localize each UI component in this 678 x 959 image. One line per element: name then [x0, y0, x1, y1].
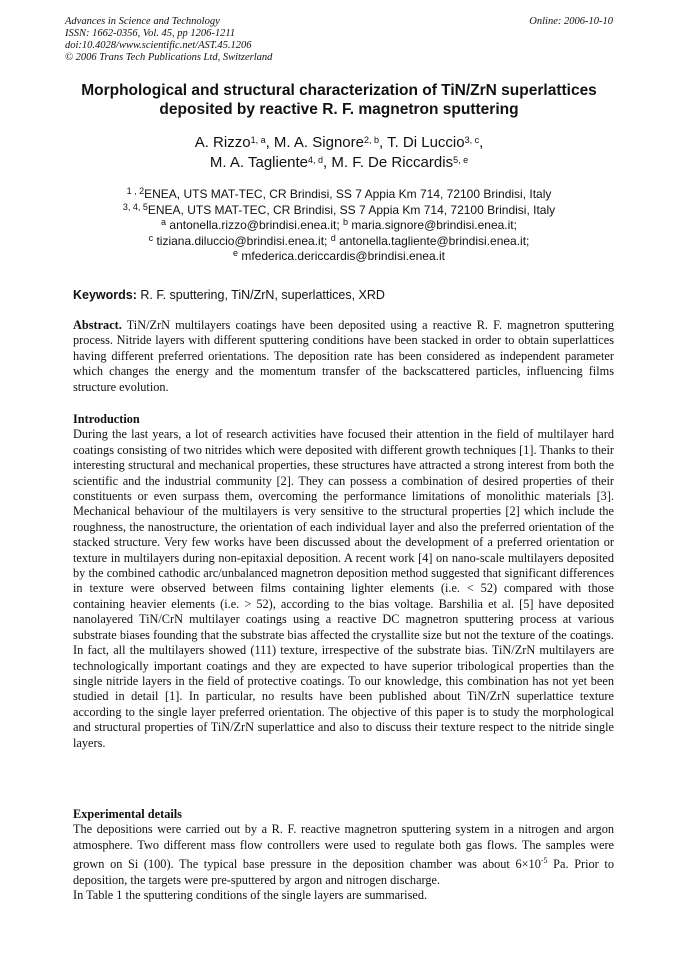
title-line-2: deposited by reactive R. F. magnetron sputtering: [159, 101, 519, 118]
email-address: antonella.rizzo@brindisi.enea.it;: [169, 218, 340, 232]
email-address: maria.signore@brindisi.enea.it;: [351, 218, 517, 232]
author-name: , T. Di Luccio: [379, 134, 465, 151]
email-mark: e: [233, 248, 239, 258]
author-list: [60, 133, 618, 173]
experimental-text: The depositions were carried out by a R. F. reactive magnetron sputtering system in a nitrogen and argon atmosphere. Two different mass flow controllers were used to regulate both gas flows. The samples were grown on Si (100). The typical base pressure in the deposition chamber was about 6×10: [73, 822, 614, 872]
author-affiliation-mark: 2, b: [363, 135, 379, 145]
author-affiliation-mark: 1, a: [250, 135, 266, 145]
experimental-text-cont: Pa. Prior to deposition, the targets were pre-sputtered by argon and nitrogen discharge.: [73, 857, 614, 887]
exponent: -5: [540, 856, 548, 866]
email-address: mfederica.dericcardis@brindisi.enea.it: [241, 249, 445, 263]
author-name: M. A. Tagliente: [209, 154, 309, 171]
title-line-1: Morphological and structural characterization of TiN/ZrN superlattices: [81, 82, 597, 99]
experimental-paragraph: [73, 822, 614, 888]
experimental-paragraph-2: In Table 1 the sputtering conditions of the single layers are summarised.: [73, 888, 428, 903]
author-affiliation-mark: 3, c: [464, 135, 480, 145]
issn-line: ISSN: 1662-0356, Vol. 45, pp 1206-1211: [65, 28, 236, 39]
author-affiliation-mark: 5, e: [453, 155, 469, 165]
email-address: antonella.tagliente@brindisi.enea.it;: [339, 233, 530, 248]
affiliations: [60, 187, 618, 265]
author-line-1: [60, 133, 618, 153]
email-mark: a: [161, 217, 167, 227]
affiliation-mark: 1 , 2: [126, 186, 145, 196]
affiliation-1: [60, 187, 618, 203]
introduction-paragraph: During the last years, a lot of research activities have focused their attention in the field of multilayer hard coatings consisting of two nitrides which were deposited with different growth techniques [1]. Thanks to their interesting structural and mechanical properties, these structures have attracted a strong interest from both the scientific and the industrial community [2]. They can possess a combination of desired properties of their constituents or even surpass them, overcoming the performance limitations of monolithic materials [3]. Mechanical behaviour of the multilayers is very sensitive to the structural properties [2] which include the roughness, the nanostructure, the orientation of each individual layer and also the preferred orientation of the stacked structure. Very few works have been discussed about the development of a preferred orientation or texture in multilayers during non-epitaxial deposition. A recent work [4] on nano-scale multilayers deposited by the combined cathodic arc/unbalanced magnetron deposition method suggested that significant differences in texture were observed between films containing lighter elements (i.e. < 52) compared with those containing heavier elements (i.e. > 52), according to the bias voltage. Barshilia et al. [5] have deposited nanolayered TiN/CrN multilayer coatings using a reactive DC magnetron sputtering process at various substrate biases founding that the substrate bias affected the crystallite size but not the texture of the coatings. In fact, all the multilayers showed (111) texture, irrespective of the substrate bias. TiN/ZrN multilayers are technologically important coatings and they are expected to have superior tribological properties than the single nitride layers in the field of protective coatings. To our knowledge, this combination has not yet been studied in detail [1]. In particular, no results have been published about TiN/ZrN superlattice texture according to the single layer preferred orientation. The objective of this paper is to study the morphological and structural properties of TiN/ZrN superlattice and also to discuss their texture respect to the nitride single layers.: [73, 427, 614, 750]
email-mark: d: [330, 232, 336, 243]
affiliation-text: ENEA, UTS MAT-TEC, CR Brindisi, SS 7 Appia Km 714, 72100 Brindisi, Italy: [147, 202, 556, 217]
author-name: , M. F. De Riccardis: [323, 154, 454, 171]
author-separator: ,: [479, 134, 484, 151]
author-line-2: [60, 153, 618, 173]
email-line-3: [60, 249, 618, 265]
keywords-label: Keywords:: [73, 288, 137, 302]
abstract-text: TiN/ZrN multilayers coatings have been deposited using a reactive R. F. magnetron sputtering process. Nitride layers with different sputtering conditions have been stacked in order to obtain superlattices having different preferred orientations. The deposition rate has been considered as independent parameter which changes the energy and the momentum transfer of the backscattered particles, influencing films structure evolution.: [73, 318, 614, 394]
author-affiliation-mark: 4, d: [308, 155, 324, 165]
affiliation-mark: 3, 4, 5: [122, 201, 148, 212]
affiliation-text: ENEA, UTS MAT-TEC, CR Brindisi, SS 7 Appia Km 714, 72100 Brindisi, Italy: [144, 187, 552, 201]
copyright-line: © 2006 Trans Tech Publications Ltd, Switzerland: [65, 52, 273, 63]
section-heading: Experimental details: [73, 807, 182, 821]
affiliation-2: [60, 203, 618, 219]
email-mark: b: [343, 217, 349, 227]
paper-title: [60, 81, 618, 119]
abstract-label: Abstract.: [73, 318, 122, 332]
section-heading: Introduction: [73, 412, 140, 426]
journal-header: [65, 16, 272, 64]
author-name: A. Rizzo: [194, 134, 251, 151]
experimental-section: [73, 807, 614, 904]
introduction-section: [73, 412, 614, 751]
journal-name: Advances in Science and Technology: [65, 16, 220, 27]
online-date: Online: 2006-10-10: [529, 16, 613, 27]
email-line-1: [60, 218, 618, 234]
email-mark: c: [148, 232, 154, 243]
keywords-line: [73, 287, 618, 303]
email-line-2: [60, 234, 618, 250]
doi-line: doi:10.4028/www.scientific.net/AST.45.1206: [65, 40, 252, 51]
author-name: , M. A. Signore: [265, 134, 364, 151]
abstract-section: [73, 318, 614, 395]
email-address: tiziana.diluccio@brindisi.enea.it;: [156, 233, 328, 248]
keywords-text: R. F. sputtering, TiN/ZrN, superlattices, XRD: [140, 288, 385, 302]
